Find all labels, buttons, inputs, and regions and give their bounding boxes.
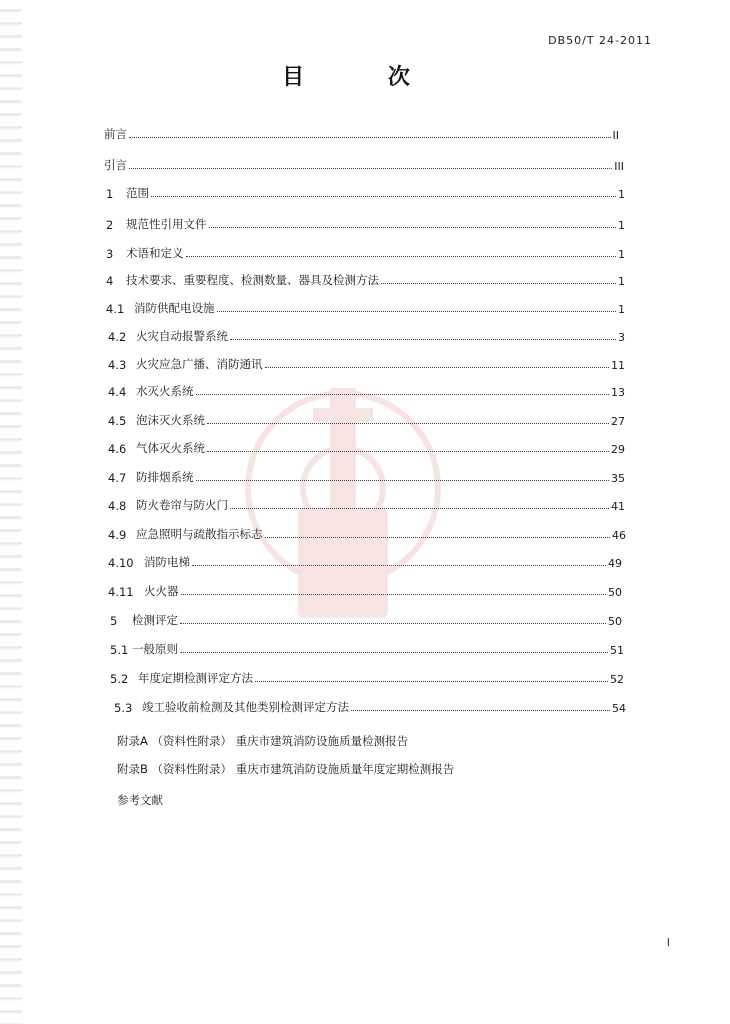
toc-leader-dots (230, 508, 609, 509)
toc-entry-label: 消防供配电设施 (134, 301, 215, 315)
toc-entry-label: 火火器 (144, 584, 179, 598)
toc-leader-dots (180, 623, 606, 624)
toc-entry-label: 竣工验收前检测及其他类别检测评定方法 (142, 700, 349, 714)
toc-leader-dots (181, 594, 607, 595)
toc-leader-dots (129, 137, 611, 138)
toc-entry-page: 1 (618, 248, 625, 261)
toc-entry-page: 35 (611, 472, 625, 485)
toc-leader-dots (207, 451, 609, 452)
toc-entry-label: 火灾自动报警系统 (136, 329, 228, 343)
toc-leader-dots (129, 168, 612, 169)
page-title: 目 次 (282, 64, 448, 90)
appendix-a-entry[interactable]: 附录A （资料性附录） 重庆市建筑消防设施质量检测报告 (117, 734, 409, 748)
toc-entry-label: 引言 (104, 158, 127, 172)
toc-entry-page: 1 (618, 275, 625, 288)
toc-entry[interactable] (110, 639, 624, 657)
toc-entry-number: 5.1 (110, 643, 129, 657)
toc-entry-page: 29 (611, 443, 625, 456)
toc-entry-number: 4.3 (108, 358, 127, 372)
toc-entry[interactable] (108, 326, 625, 344)
toc-entry-page: 1 (618, 303, 625, 316)
toc-entry[interactable] (110, 610, 622, 628)
toc-leader-dots (209, 227, 617, 228)
toc-entry-number: 4.2 (108, 330, 127, 344)
toc-entry-number: 5.3 (114, 701, 133, 715)
toc-entry[interactable] (106, 270, 625, 288)
toc-entry-label: 消防电梯 (144, 555, 190, 569)
toc-entry-number: 4.9 (108, 528, 127, 542)
toc-entry[interactable] (108, 467, 625, 485)
standard-code: DB50/T 24-2011 (548, 34, 652, 47)
toc-entry[interactable] (106, 214, 625, 232)
toc-entry-page: 1 (618, 188, 625, 201)
toc-entry-label: 技术要求、重要程度、检测数量、器具及检测方法 (126, 273, 379, 287)
toc-entry-number: 1 (106, 187, 114, 201)
toc-entry-label: 检测评定 (132, 613, 178, 627)
toc-entry-page: 51 (610, 644, 624, 657)
toc-leader-dots (265, 537, 611, 538)
toc-entry[interactable] (108, 524, 626, 542)
toc-entry-label: 术语和定义 (126, 246, 184, 260)
toc-entry-page: 3 (618, 331, 625, 344)
toc-entry-label: 应急照明与疏散指示标志 (136, 527, 263, 541)
toc-entry[interactable] (108, 552, 622, 570)
toc-entry-number: 4.5 (108, 414, 127, 428)
toc-leader-dots (196, 480, 610, 481)
toc-leader-dots (255, 681, 608, 682)
toc-entry-page: 1 (618, 219, 625, 232)
toc-entry-number: 4.11 (108, 585, 134, 599)
toc-leader-dots (192, 565, 606, 566)
toc-entry[interactable] (108, 581, 622, 599)
toc-entry-number: 4 (106, 274, 114, 288)
toc-entry-label: 水灭火系统 (136, 384, 194, 398)
toc-entry[interactable] (106, 183, 625, 201)
toc-entry-label: 前言 (104, 127, 127, 141)
toc-entry-page: 50 (608, 615, 622, 628)
toc-entry[interactable] (106, 243, 625, 261)
toc-entry-page: III (614, 160, 624, 173)
toc-entry-label: 年度定期检测评定方法 (138, 671, 253, 685)
toc-entry-label: 范围 (126, 186, 149, 200)
toc-entry[interactable] (108, 381, 625, 399)
toc-entry-label: 规范性引用文件 (126, 217, 207, 231)
toc-entry[interactable] (114, 697, 626, 715)
toc-entry[interactable] (106, 298, 625, 316)
toc-entry[interactable] (108, 410, 625, 428)
toc-leader-dots (217, 311, 617, 312)
toc-entry-page: 13 (611, 386, 625, 399)
toc-entry-number: 5.2 (110, 672, 129, 686)
toc-entry[interactable] (110, 668, 624, 686)
toc-leader-dots (230, 339, 616, 340)
toc-leader-dots (381, 283, 616, 284)
toc-leader-dots (196, 394, 610, 395)
toc-entry-page: II (612, 129, 619, 142)
toc-entry-label: 气体灭火系统 (136, 441, 205, 455)
toc-entry-page: 41 (611, 500, 625, 513)
toc-entry-page: 46 (612, 529, 626, 542)
toc-entry-number: 4.6 (108, 442, 127, 456)
toc-entry-page: 54 (612, 702, 626, 715)
toc-leader-dots (186, 256, 617, 257)
toc-entry-label: 防火卷帘与防火门 (136, 498, 228, 512)
toc-entry-page: 49 (608, 557, 622, 570)
toc-entry-number: 4.7 (108, 471, 127, 485)
toc-leader-dots (265, 367, 610, 368)
toc-entry-page: 27 (611, 415, 625, 428)
toc-entry-label: 一般原则 (132, 642, 178, 656)
toc-leader-dots (180, 652, 608, 653)
appendix-b-entry[interactable]: 附录B （资料性附录） 重庆市建筑消防设施质量年度定期检测报告 (117, 762, 455, 776)
toc-entry-number: 5 (110, 614, 118, 628)
toc-entry-label: 火灾应急广播、消防通讯 (136, 357, 263, 371)
toc-entry-page: 52 (610, 673, 624, 686)
references-entry[interactable]: 参考文献 (117, 793, 163, 807)
toc-entry-number: 2 (106, 218, 114, 232)
toc-entry-number: 4.1 (106, 302, 125, 316)
toc-entry[interactable] (108, 495, 625, 513)
toc-entry-number: 3 (106, 247, 114, 261)
toc-entry-label: 防排烟系统 (136, 470, 194, 484)
page-number: I (666, 936, 670, 949)
toc-entry-page: 11 (611, 359, 625, 372)
toc-entry-number: 4.8 (108, 499, 127, 513)
toc-entry-number: 4.10 (108, 556, 134, 570)
toc-entry-label: 泡沫灭火系统 (136, 413, 205, 427)
toc-leader-dots (351, 710, 610, 711)
toc-entry[interactable] (104, 155, 624, 173)
toc-entry[interactable] (108, 354, 625, 372)
toc-entry-page: 50 (608, 586, 622, 599)
toc-entry[interactable] (104, 124, 619, 142)
toc-leader-dots (151, 196, 616, 197)
toc-entry-number: 4.4 (108, 385, 127, 399)
toc-entry[interactable] (108, 438, 625, 456)
toc-leader-dots (207, 423, 609, 424)
